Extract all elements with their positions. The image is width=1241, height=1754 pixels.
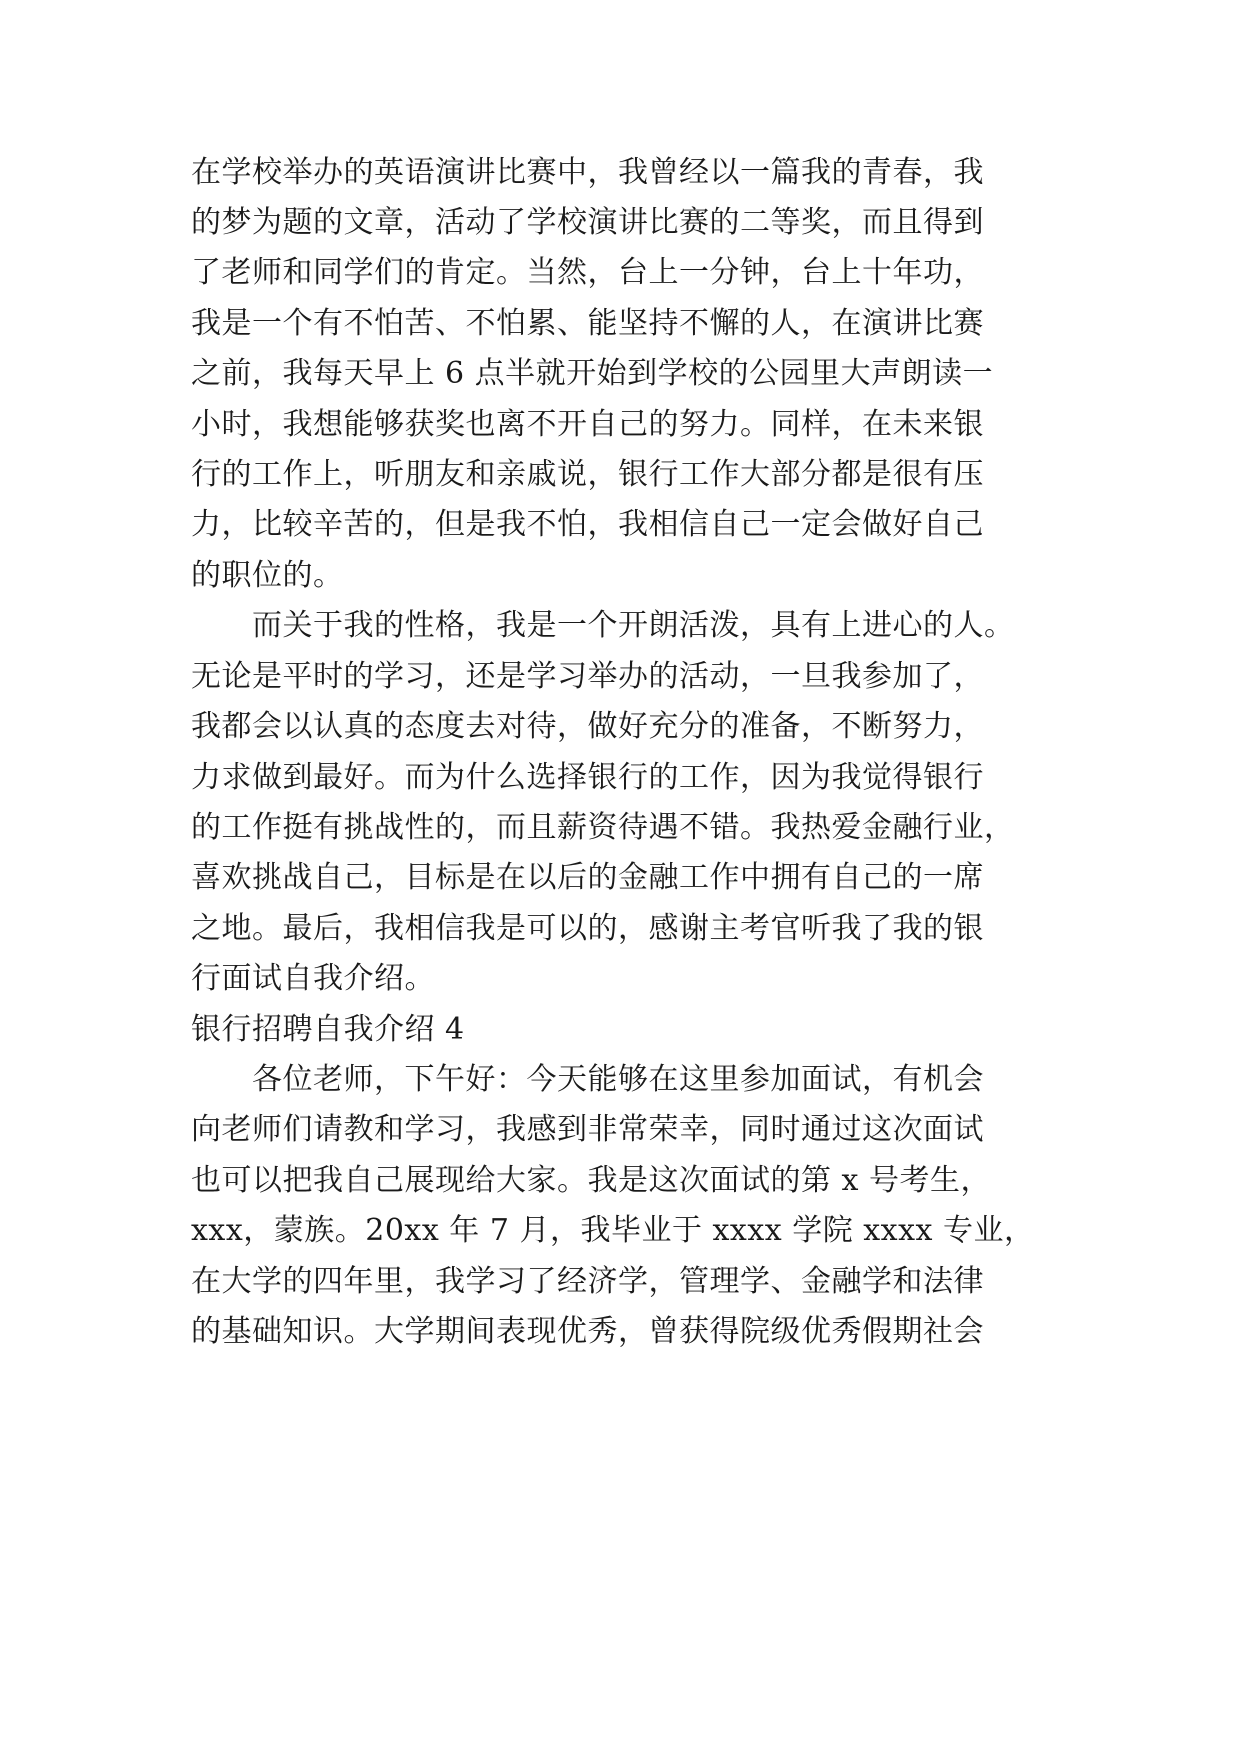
text-line: 的梦为题的文章，活动了学校演讲比赛的二等奖，而且得到 (191, 205, 984, 240)
text-line: 力，比较辛苦的，但是我不怕，我相信自己一定会做好自己 (191, 507, 984, 542)
text-line: 之地。最后，我相信我是可以的，感谢主考官听我了我的银 (191, 911, 984, 946)
paragraph-first-line: 而关于我的性格，我是一个开朗活泼，具有上进心的人。 (252, 608, 1015, 643)
text-line: 的职位的。 (191, 558, 344, 593)
text-line: 行面试自我介绍。 (191, 961, 435, 996)
text-line: 了老师和同学们的肯定。当然，台上一分钟，台上十年功， (191, 255, 984, 290)
text-line: 无论是平时的学习，还是学习举办的活动，一旦我参加了， (191, 659, 984, 694)
text-line: 力求做到最好。而为什么选择银行的工作，因为我觉得银行 (191, 760, 984, 795)
text-line: xxx，蒙族。20xx 年 7 月，我毕业于 xxxx 学院 xxxx 专业， (191, 1213, 1035, 1248)
text-line: 在学校举办的英语演讲比赛中，我曾经以一篇我的青春，我 (191, 155, 984, 190)
text-line: 向老师们请教和学习，我感到非常荣幸，同时通过这次面试 (191, 1112, 984, 1147)
text-line: 的工作挺有挑战性的，而且薪资待遇不错。我热爱金融行业， (191, 810, 1015, 845)
text-line: 喜欢挑战自己，目标是在以后的金融工作中拥有自己的一席 (191, 860, 984, 895)
text-line: 也可以把我自己展现给大家。我是这次面试的第 x 号考生， (191, 1163, 991, 1198)
paragraph-first-line: 各位老师，下午好：今天能够在这里参加面试，有机会 (252, 1062, 984, 1097)
text-line: 之前，我每天早上 6 点半就开始到学校的公园里大声朗读一 (191, 356, 994, 391)
text-line: 我都会以认真的态度去对待，做好充分的准备，不断努力， (191, 709, 984, 744)
text-line: 在大学的四年里，我学习了经济学，管理学、金融学和法律 (191, 1264, 984, 1299)
text-line: 小时，我想能够获奖也离不开自己的努力。同样，在未来银 (191, 407, 984, 442)
text-line: 行的工作上，听朋友和亲戚说，银行工作大部分都是很有压 (191, 457, 984, 492)
text-line: 我是一个有不怕苦、不怕累、能坚持不懈的人，在演讲比赛 (191, 306, 984, 341)
text-line: 的基础知识。大学期间表现优秀，曾获得院级优秀假期社会 (191, 1314, 984, 1349)
section-heading: 银行招聘自我介绍 4 (191, 1012, 465, 1047)
